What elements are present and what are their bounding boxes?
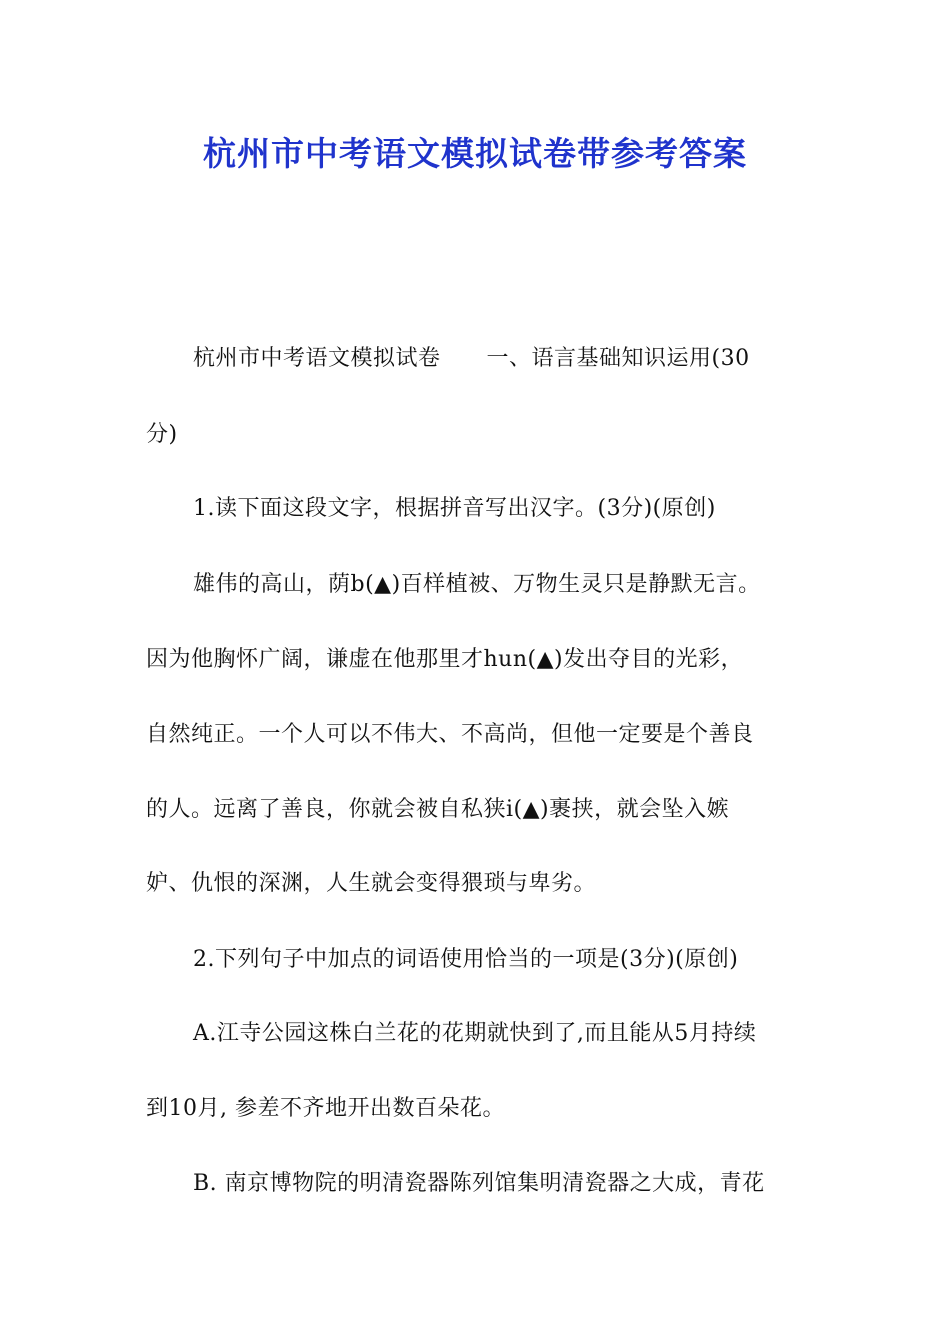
- paragraph-line: 到10月, 参差不齐地开出数百朵花。: [146, 1096, 505, 1121]
- paragraph-line: 妒、仇恨的深渊，人生就会变得猥琐与卑劣。: [146, 871, 597, 896]
- question-2-prompt: 2.下列句子中加点的词语使用恰当的一项是(3分)(原创): [193, 947, 739, 972]
- section-heading: 一、语言基础知识运用(30: [486, 346, 750, 371]
- document-title: 杭州市中考语文模拟试卷带参考答案: [203, 134, 747, 173]
- paragraph-line: 自然纯正。一个人可以不伟大、不高尚，但他一定要是个善良: [146, 722, 754, 747]
- paragraph-line: 雄伟的高山，荫b(▲)百样植被、万物生灵只是静默无言。: [193, 572, 761, 597]
- paragraph-line: 因为他胸怀广阔，谦虚在他那里才hun(▲)发出夺目的光彩，: [146, 647, 744, 672]
- question-1-prompt: 1.读下面这段文字，根据拼音写出汉字。(3分)(原创): [193, 496, 716, 521]
- paragraph-line: [193, 344, 750, 374]
- option-a: A.江寺公园这株白兰花的花期就快到了,而且能从5月持续: [193, 1021, 757, 1046]
- paragraph-line: 分): [146, 422, 178, 447]
- paragraph-line: 的人。远离了善良，你就会被自私狭i(▲)裹挟，就会坠入嫉: [146, 797, 730, 822]
- exam-name: 杭州市中考语文模拟试卷: [193, 346, 441, 371]
- option-b: B. 南京博物院的明清瓷器陈列馆集明清瓷器之大成，青花: [193, 1171, 765, 1196]
